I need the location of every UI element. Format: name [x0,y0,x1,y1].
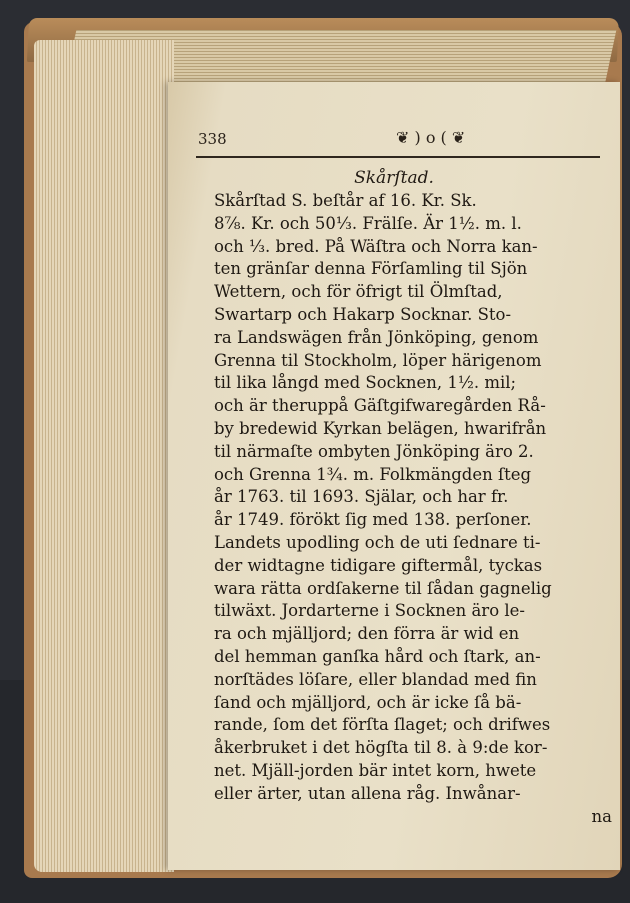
page-block-fore-edge [34,40,174,872]
text-line: Skårſtad S. beſtår af 16. Kr. Sk. [214,191,477,210]
text-line: wara rätta ordſakerne til ſådan gagnelig [214,578,552,598]
text-line: ra Landswägen från Jönköping, genom [214,327,539,347]
text-line: ra och mjälljord; den förra är wid en [214,624,520,644]
text-line: 8⅞. Kr. och 50⅓. Frälſe. Är 1½. m. l. [214,213,522,233]
text-line: och Grenna 1¾. m. Folkmängden ſteg [214,464,532,484]
header-rule [196,156,600,158]
text-line: til närmaſte ombyten Jönköping äro 2. [214,441,534,461]
text-line: år 1763. til 1693. Själar, och har fr. [214,487,509,507]
page-number: 338 [198,130,227,148]
text-line: del hemman ganſka hård och ſtark, an- [214,646,541,666]
header-ornament: ❦ ) o ( ❦ [396,128,466,147]
text-line: och är theruppå Gäſtgifwaregården Rå- [214,396,546,416]
text-line: och ⅓. bred. På Wäſtra och Norra kan- [214,236,538,256]
text-line: der widtagne tidigare giftermål, tyckas [214,555,543,575]
text-line: rande, ſom det förſta ſlaget; och drifwes [214,715,551,735]
running-header [198,130,608,156]
text-line: Swartarp och Hakarp Socknar. Sto- [214,304,512,324]
catchword: na [591,806,612,826]
book-page [168,82,620,870]
text-line: Wettern, och för öfrigt til Ölmſtad, [214,282,503,302]
text-line: år 1749. förökt ſig med 138. perſoner. [214,510,532,530]
text-line: til lika långd med Socknen, 1½. mil; [214,373,517,393]
text-line: by bredewid Kyrkan belägen, hwarifrån [214,418,547,438]
text-line: tilwäxt. Jordarterne i Socknen äro le- [214,601,525,621]
text-line: norſtädes löſare, eller blandad med fin [214,669,537,689]
text-line: ten gränſar denna Förſamling til Sjön [214,259,528,279]
body-text [214,190,614,828]
text-line: eller ärter, utan allena råg. Inwånar- [214,783,521,803]
text-line: åkerbruket i det högſta til 8. à 9:de kor- [214,738,548,758]
text-line: net. Mjäll-jorden bär intet korn, hwete [214,760,537,780]
text-line: ſand och mjälljord, och är icke ſå bä- [214,692,522,712]
section-title: Skårſtad. [354,168,434,188]
text-line: Grenna til Stockholm, löper härigenom [214,350,542,370]
text-line: Landets upodling och de uti ſednare ti- [214,532,541,552]
